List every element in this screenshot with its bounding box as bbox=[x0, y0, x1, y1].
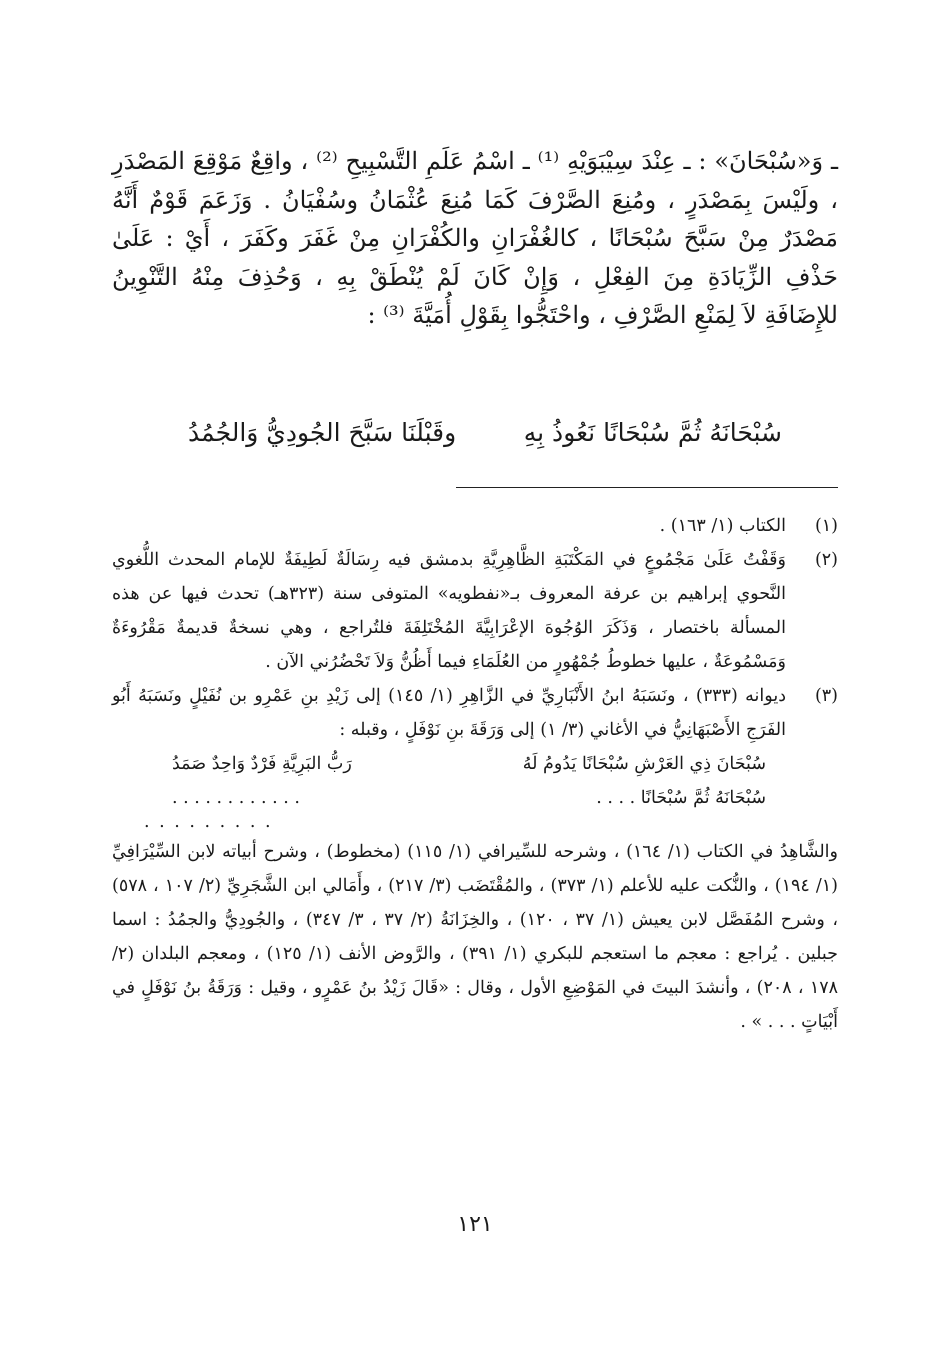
footnote-poem bbox=[112, 747, 838, 815]
footnote-2 bbox=[112, 543, 838, 679]
footnote-1 bbox=[112, 509, 838, 543]
poem-line bbox=[112, 781, 838, 815]
poem-line bbox=[112, 747, 838, 781]
ellipsis-row: . . . . . . . . . bbox=[144, 812, 273, 832]
footnote-number: (٢) bbox=[814, 550, 838, 570]
footnote-sources: والشَّاهِدُ في الكتاب (١/ ١٦٤) ، وشرحه للسِّيرافي (١/ ١١٥) (مخطوط) ، وشرح أبياته لابن السِّيْرَافِيِّ (١/ ١٩٤) ، والنُّكت عليه للأعلم (١/ ٣٧٣) ، والمُقْتَضَب (٣/ ٢١٧) ، وأَمَالي ابن الشَّجَرِيِّ (٢/ ١٠٧ ، ٥٧٨) ، وشرح المُفَصَّل لابن يعيش (١/ ٣٧ ، ١٢٠) ، والخِزَانَةُ (٢/ ٣٧ ، ٣/ ٣٤٧) ، والجُودِيُّ والجمُدُ : اسما جبلين . يُراجع : معجم ما استعجم للبكري (١/ ٣٩١) ، والرَّوض الأنف (١/ ١٢٥) ، ومعجم البلدان (٢/ ١٧٨ ، ٢٠٨) ، وأنشدَ البيتَ في المَوْضِعِ الأول ، وقال : «قَالَ زَيْدُ بنُ عَمْرٍو ، وقيل : وَرَقَةُ بنُ نَوْفَلٍ في أَبْيَاتٍ . . . » . bbox=[112, 842, 839, 1032]
poem-hemistich: سُبْحَانَهُ ثُمَّ سُبْحَانًا . . . . bbox=[596, 788, 766, 808]
footnote-number: (٣) bbox=[814, 686, 838, 706]
footnotes bbox=[112, 509, 838, 1039]
poem-hemistich: . . . . . . . . . . . . bbox=[172, 788, 300, 808]
poem-hemistich: سُبْحَانَ ذِي العَرْشِ سُبْحَانًا يَدُومُ لَهُ bbox=[522, 754, 766, 774]
verse-first-hemistich: سُبْحَانَهُ ثُمَّ سُبْحَانًا نَعُوذُ بِهِ bbox=[523, 418, 782, 447]
poem-hemistich: رَبُّ البَرِيَّةِ فَرْدٌ وَاحِدٌ صَمَدُ bbox=[172, 754, 352, 774]
footnote-number: (١) bbox=[814, 516, 838, 536]
poetry-verse bbox=[112, 418, 838, 462]
footnote-text: الكتاب (١/ ١٦٣) . bbox=[659, 516, 786, 536]
footnote-text: وَقَفْتُ عَلَىٰ مَجْمُوعٍ في المَكْتَبَةِ الظَّاهِرِيَّةِ بدمشق فيه رِسَالَةٌ لَطِيفَةٌ للإمام المحدث اللُّغوي النَّحوي إبراهيم بن عرفة المعروف بـ«نفطويه» المتوفى سنة (٣٢٣هـ) تحدث فيها عن هذه المسألة باختصار ، وَذَكَرَ الوُجُوهَ الإعْرَابِيَّةَ المُخْتَلِفَةَ فلتُراجع ، وهي نسخةٌ قديمةٌ مَقْرُوءَةٌ وَمَسْمُوعَةٌ ، عليها خطوطُ جُمْهُورٍ من العُلَمَاءِ فيما أَظُنُّ وَلاَ تَحْضُرُني الآن . bbox=[112, 550, 786, 672]
footnote-text: ديوانه (٣٣٣) ، ونَسَبَهُ ابنُ الأَنْبَارِيِّ في الزَّاهِرِ (١/ ١٤٥) إلى زَيْدِ بنِ عَمْرِو بن نُفَيْلٍ ونَسَبَهُ أَبُو الفَرَجِ الأَصْبَهَانِيُّ في الأغاني (٣/ ١) إلى وَرَقَةَ بنِ نَوْفَلٍ ، وقبله : bbox=[112, 686, 786, 740]
footnote-3 bbox=[112, 679, 838, 747]
main-text bbox=[112, 142, 838, 335]
page-number: ١٢١ bbox=[457, 1212, 493, 1237]
footnote-divider bbox=[456, 487, 838, 488]
verse-second-hemistich: وقَبْلَنَا سَبَّحَ الجُودِيُّ وَالجُمُدُ bbox=[188, 418, 457, 447]
main-paragraph: ـ وَ«سُبْحَانَ» : ـ عِنْدَ سِيْبَوَيْهِ ⁽¹⁾ ـ اسْمُ عَلَمِ التَّسْبِيحِ ⁽²⁾ ، واقِعٌ مَوْقِعَ المَصْدَرِ ، ولَيْسَ بِمَصْدَرٍ ، ومُنِعَ الصَّرْفَ كَمَا مُنِعَ عُثْمَانُ وسُفْيَانُ . وَزَعَمَ قَوْمٌ أَنَّهُ مَصْدَرٌ مِنْ سَبَّحَ سُبْحَانًا ، كالغُفْرَانِ والكُفْرَانِ مِنْ غَفَرَ وكَفَرَ ، أَيْ : عَلَىٰ حَذْفِ الزِّيَادَةِ مِنَ الفِعْلِ ، وَإِنْ كَانَ لَمْ يُنْطَقْ بِهِ ، وَحُذِفَ مِنْهُ التَّنْوِينُ للإِضَافَةِ لاَ لِمَنْعِ الصَّرْفِ ، واحْتَجُّوا بِقَوْلِ أُمَيَّةَ ⁽³⁾ : bbox=[112, 147, 839, 329]
